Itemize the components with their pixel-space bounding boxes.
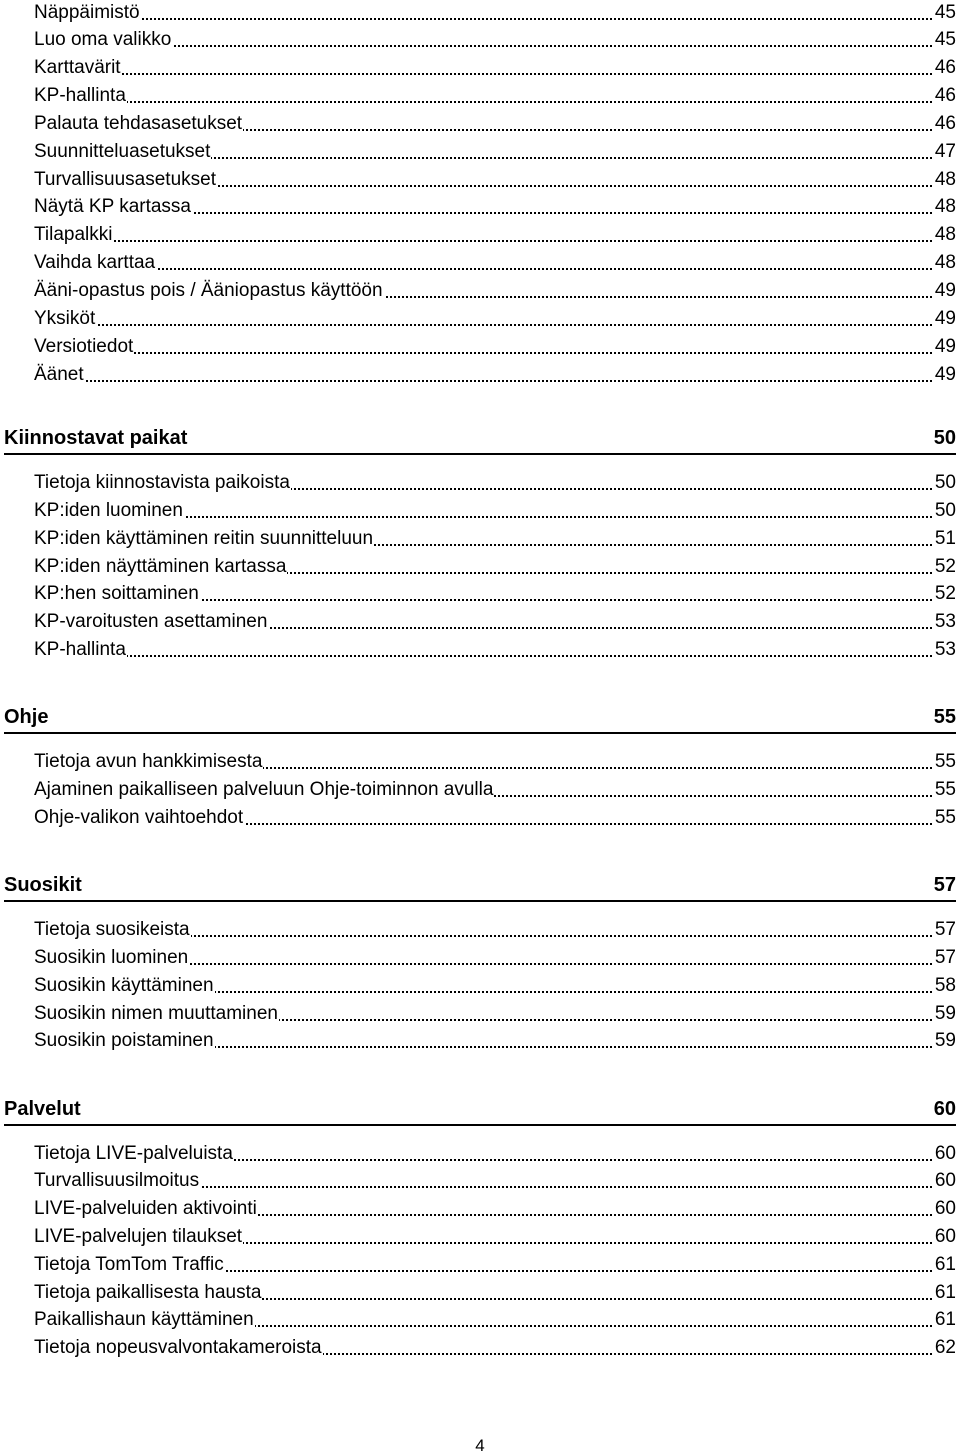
toc-entry-page: 60 (934, 1196, 956, 1222)
toc-entry-page: 49 (934, 362, 956, 388)
toc-entry-label: Tietoja nopeusvalvontakameroista (34, 1337, 322, 1358)
toc-entry-label: Karttavärit (34, 57, 121, 78)
toc-entry-label: Suunnitteluasetukset (34, 141, 211, 162)
toc-section-title: Palvelut (4, 1098, 81, 1120)
toc-section-title: Suosikit (4, 874, 82, 896)
toc-entry[interactable] (34, 805, 956, 831)
toc-entry-label: KP-hallinta (34, 85, 126, 106)
toc-entry-page: 55 (934, 777, 956, 803)
toc-entry-label: Ääni-opastus pois / Ääniopastus käyttöön (34, 280, 383, 301)
toc-section-title: Kiinnostavat paikat (4, 427, 188, 449)
toc-entry-page: 60 (934, 1141, 956, 1167)
toc-entry[interactable] (34, 111, 956, 137)
toc-entry[interactable] (34, 1224, 956, 1250)
toc-entry[interactable] (34, 1335, 956, 1361)
toc-section-page: 50 (933, 427, 956, 449)
toc-entry-page: 48 (934, 250, 956, 276)
toc-entry[interactable] (34, 306, 956, 332)
toc-entry-label: KP:iden luominen (34, 500, 183, 521)
toc-entry[interactable] (34, 1168, 956, 1194)
toc-entry-page: 45 (934, 27, 956, 53)
toc-entry-page: 50 (934, 498, 956, 524)
toc-entry-page: 57 (934, 945, 956, 971)
toc-entry-label: Näppäimistö (34, 2, 140, 23)
toc-entry-page: 48 (934, 194, 956, 220)
toc-entry[interactable] (34, 1252, 956, 1278)
toc-entry-page: 47 (934, 139, 956, 165)
toc-entry-page: 53 (934, 609, 956, 635)
toc-entry[interactable] (34, 1028, 956, 1054)
toc-entry-label: Äänet (34, 364, 84, 385)
toc-entry-page: 52 (934, 581, 956, 607)
toc-entry[interactable] (34, 1280, 956, 1306)
toc-entry-label: KP:iden näyttäminen kartassa (34, 556, 287, 577)
toc-entry[interactable] (34, 917, 956, 943)
toc-entry-label: KP-hallinta (34, 639, 126, 660)
toc-section-page: 55 (933, 706, 956, 728)
toc-section-page: 57 (933, 874, 956, 896)
toc-entry-page: 49 (934, 306, 956, 332)
toc-entry-page: 46 (934, 83, 956, 109)
toc-entry[interactable] (34, 637, 956, 663)
toc-entry-page: 48 (934, 222, 956, 248)
toc-entry-label: Ajaminen paikalliseen palveluun Ohje-toiminnon avulla (34, 779, 494, 800)
toc-entry[interactable] (34, 139, 956, 165)
toc-entry-page: 52 (934, 554, 956, 580)
toc-entry[interactable] (34, 278, 956, 304)
toc-entry-page: 49 (934, 278, 956, 304)
toc-entry-label: Palauta tehdasasetukset (34, 113, 243, 134)
toc-entry-label: Ohje-valikon vaihtoehdot (34, 807, 244, 828)
toc-entry[interactable] (34, 526, 956, 552)
toc-entry-label: Suosikin käyttäminen (34, 975, 214, 996)
toc-entry[interactable] (34, 1196, 956, 1222)
toc-section-title: Ohje (4, 706, 49, 728)
toc-entry[interactable] (34, 609, 956, 635)
toc-entry-page: 49 (934, 334, 956, 360)
toc-entry-label: KP:iden käyttäminen reitin suunnitteluun (34, 528, 374, 549)
toc-entry-page: 59 (934, 1028, 956, 1054)
toc-entry-label: Suosikin luominen (34, 947, 189, 968)
toc-entry-page: 50 (934, 470, 956, 496)
toc-entry-page: 60 (934, 1224, 956, 1250)
toc-section-heading[interactable] (4, 702, 956, 734)
toc-section-heading[interactable] (4, 1094, 956, 1126)
toc-entry[interactable] (34, 1141, 956, 1167)
toc-entry[interactable] (34, 222, 956, 248)
toc-entry-label: LIVE-palvelujen tilaukset (34, 1226, 243, 1247)
toc-entry-page: 58 (934, 973, 956, 999)
toc-entry-page: 57 (934, 917, 956, 943)
toc-entry-label: Tietoja avun hankkimisesta (34, 751, 263, 772)
toc-entry-label: Luo oma valikko (34, 29, 172, 50)
toc-entry-label: Versiotiedot (34, 336, 134, 357)
toc-entry-label: KP:hen soittaminen (34, 583, 199, 604)
toc-entry-page: 59 (934, 1001, 956, 1027)
toc-entry[interactable] (34, 749, 956, 775)
toc-entry-page: 53 (934, 637, 956, 663)
toc-entry-label: Tietoja LIVE-palveluista (34, 1143, 233, 1164)
toc-entry-label: Tietoja suosikeista (34, 919, 190, 940)
toc-entry[interactable] (34, 55, 956, 81)
toc-entry[interactable] (34, 1307, 956, 1333)
toc-entry-page: 61 (934, 1252, 956, 1278)
toc-entry[interactable] (34, 581, 956, 607)
toc-entry-page: 45 (934, 0, 956, 26)
toc-entry-page: 55 (934, 805, 956, 831)
toc-entry-page: 55 (934, 749, 956, 775)
toc-entry-label: Vaihda karttaa (34, 252, 156, 273)
toc-entry-label: Suosikin poistaminen (34, 1030, 214, 1051)
toc-entry[interactable] (34, 945, 956, 971)
toc-section-page: 60 (933, 1098, 956, 1120)
toc-entry[interactable] (34, 0, 956, 26)
toc-entry[interactable] (34, 250, 956, 276)
toc-entry-label: Tilapalkki (34, 224, 113, 245)
toc-entry-label: Paikallishaun käyttäminen (34, 1309, 254, 1330)
toc-entry[interactable] (34, 334, 956, 360)
toc-entry-label: Tietoja kiinnostavista paikoista (34, 472, 290, 493)
toc-entry[interactable] (34, 167, 956, 193)
toc-entry[interactable] (34, 777, 956, 803)
toc-section-heading[interactable] (4, 423, 956, 455)
toc-entry-label: Turvallisuusasetukset (34, 169, 216, 190)
toc-entry-label: Näytä KP kartassa (34, 196, 192, 217)
toc-entry-page: 48 (934, 167, 956, 193)
toc-entry-label: Turvallisuusilmoitus (34, 1170, 200, 1191)
toc-entry[interactable] (34, 362, 956, 388)
toc-entry-label: Yksiköt (34, 308, 96, 329)
toc-section-heading[interactable] (4, 870, 956, 902)
toc-entry[interactable] (34, 1001, 956, 1027)
toc-entry[interactable] (34, 498, 956, 524)
toc-entry-label: KP-varoitusten asettaminen (34, 611, 268, 632)
toc-entry[interactable] (34, 27, 956, 53)
toc-entry-page: 61 (934, 1307, 956, 1333)
toc-entry-label: Suosikin nimen muuttaminen (34, 1003, 278, 1024)
toc-entry-page: 60 (934, 1168, 956, 1194)
toc-entry-page: 62 (934, 1335, 956, 1361)
toc-entry[interactable] (34, 83, 956, 109)
toc-entry-page: 61 (934, 1280, 956, 1306)
toc-entry[interactable] (34, 554, 956, 580)
toc-entry-label: Tietoja paikallisesta hausta (34, 1282, 262, 1303)
toc-entry[interactable] (34, 194, 956, 220)
toc-entry[interactable] (34, 973, 956, 999)
toc-entry-page: 46 (934, 55, 956, 81)
toc-entry-label: Tietoja TomTom Traffic (34, 1254, 224, 1275)
footer-page-number: 4 (475, 1436, 485, 1455)
toc-entry-page: 46 (934, 111, 956, 137)
toc-entry-page: 51 (934, 526, 956, 552)
toc-entry[interactable] (34, 470, 956, 496)
toc-entry-label: LIVE-palveluiden aktivointi (34, 1198, 257, 1219)
